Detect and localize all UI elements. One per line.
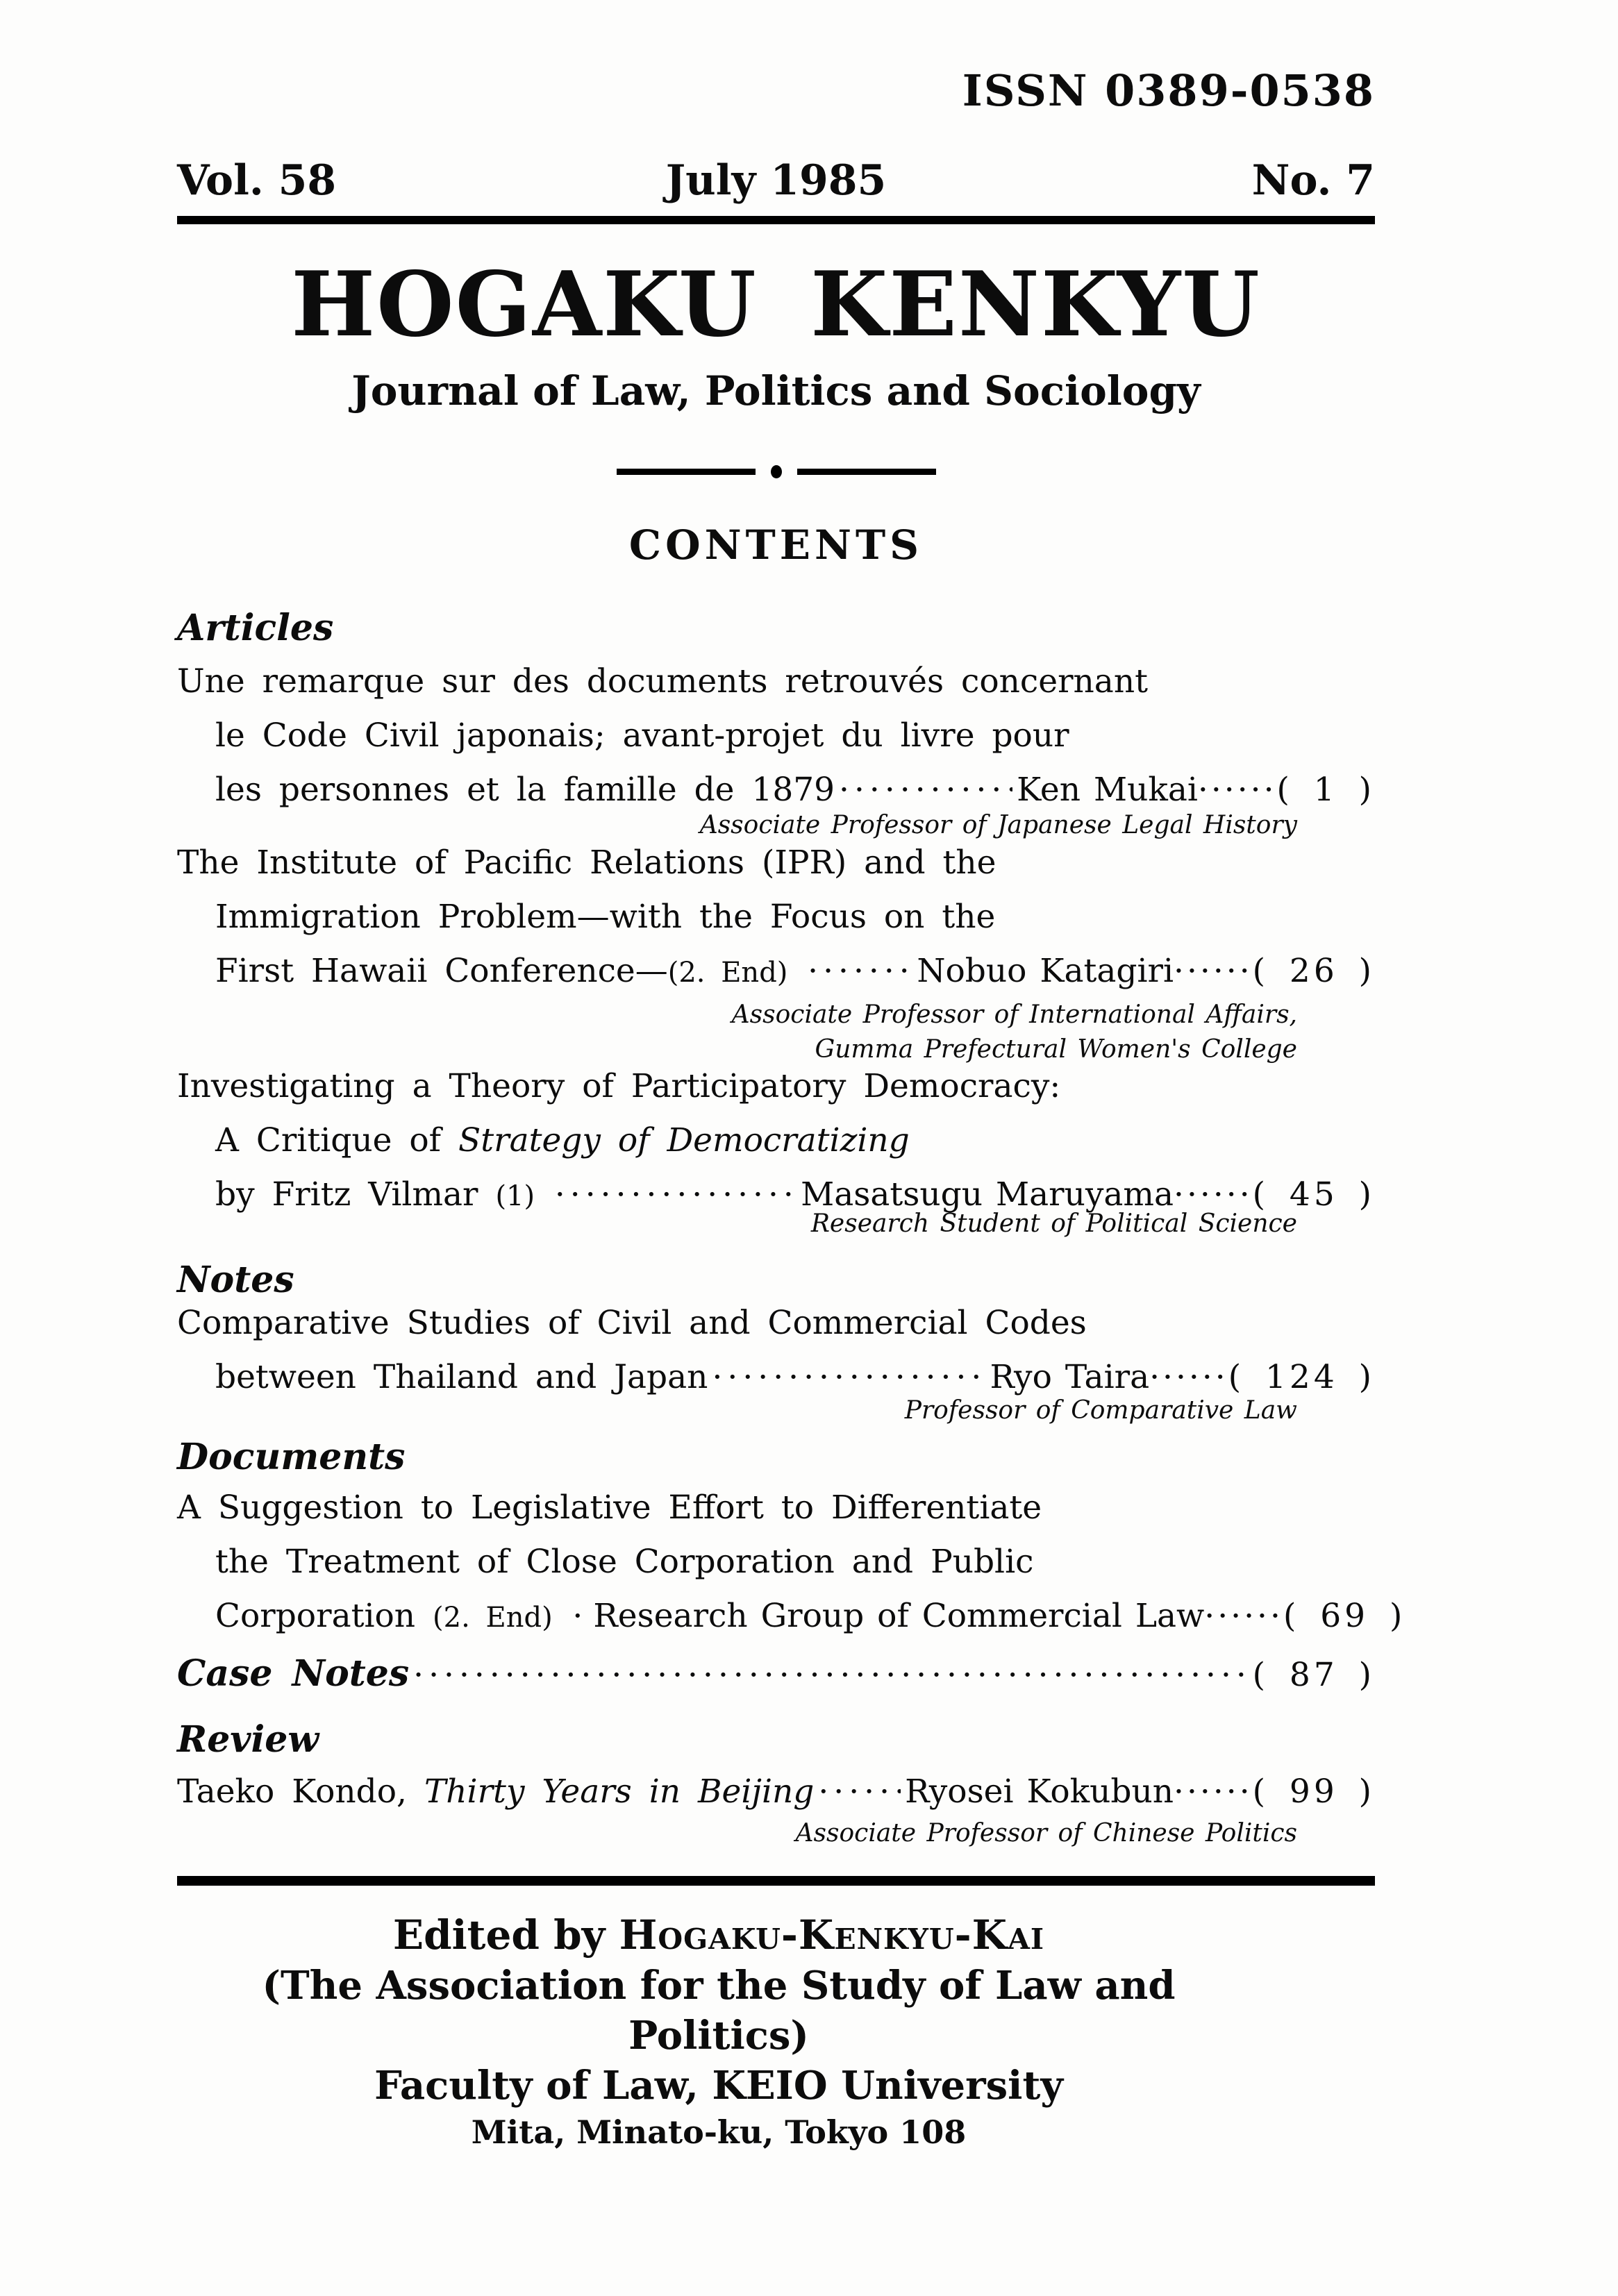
toc-entry-line	[177, 1114, 1375, 1168]
toc-entry-line: A Suggestion to Legislative Effort to Differentiate	[177, 1489, 1042, 1527]
toc-entry-title: First Hawaii Conference—	[215, 952, 668, 990]
toc-entry-affiliation: Gumma Prefectural Women's College	[815, 1035, 1297, 1064]
toc-entry-part-note: (2. End)	[667, 957, 804, 989]
toc-entry-affiliation: Associate Professor of Japanese Legal History	[699, 811, 1297, 839]
toc-entry-page: ( 87 )	[1252, 1656, 1375, 1694]
toc-entry	[177, 1296, 1375, 1428]
journal-title: HOGAKU KENKYU	[291, 253, 1261, 357]
toc-entry-line: le Code Civil japonais; avant-projet du livre pour	[215, 717, 1069, 755]
toc-entry-title-italic: Strategy of Democratizing	[458, 1121, 910, 1159]
toc-entry-affiliation: Professor of Comparative Law	[904, 1396, 1297, 1425]
toc-entry-author: Ryo Taira	[990, 1358, 1150, 1396]
leader-dots	[1174, 944, 1253, 998]
toc-entry	[177, 1059, 1375, 1241]
toc-entry-page: ( 1 )	[1276, 771, 1375, 809]
section-heading-articles: Articles	[177, 607, 334, 649]
section-heading-notes: Notes	[177, 1259, 294, 1301]
toc-entry-author: Nobuo Katagiri	[917, 952, 1174, 990]
contents-heading: CONTENTS	[628, 521, 924, 569]
toc-entry-page: ( 99 )	[1252, 1773, 1375, 1811]
journal-subtitle: Journal of Law, Politics and Sociology	[351, 367, 1201, 414]
toc-entry	[177, 1765, 1375, 1851]
footer-edited-by	[177, 1910, 1260, 1960]
volume-label: Vol. 58	[177, 156, 337, 205]
toc-entry-title: A Critique of	[215, 1121, 459, 1159]
leader-dots	[1174, 1765, 1253, 1819]
issue-number-label: No. 7	[1251, 156, 1375, 205]
toc-entry-line: Une remarque sur des documents retrouvés concernant	[177, 662, 1148, 701]
toc-entry-affiliation: Associate Professor of Chinese Politics	[795, 1819, 1297, 1847]
leader-dots	[1204, 1589, 1283, 1643]
footer-faculty: Faculty of Law, KEIO University	[374, 2063, 1063, 2109]
toc-entry-line: the Treatment of Close Corporation and Public	[215, 1543, 1034, 1581]
toc-entry-affiliation: Associate Professor of International Affairs,	[731, 1000, 1297, 1029]
section-heading-review: Review	[177, 1718, 319, 1761]
toc-entry-title: les personnes et la famille de 1879	[215, 771, 835, 809]
leader-dots	[572, 1589, 589, 1643]
toc-entry-line	[177, 1765, 1375, 1819]
toc-entry-part-note: (2. End)	[433, 1602, 569, 1634]
toc-entry-line: Immigration Problem—with the Focus on the	[215, 898, 996, 936]
toc-entry-line: The Institute of Pacific Relations (IPR) and the	[177, 844, 996, 882]
toc-entry	[177, 655, 1375, 843]
toc-entry-line: Investigating a Theory of Participatory Democracy:	[177, 1067, 1061, 1105]
toc-entry-author: Research Group of Commercial Law	[593, 1597, 1205, 1635]
footer-association: (The Association for the Study of Law and Politics)	[262, 1963, 1176, 2059]
issue-date-label: July 1985	[665, 156, 887, 205]
leader-dots	[808, 944, 912, 998]
leader-dots	[555, 1168, 797, 1222]
leader-dots	[413, 1648, 1249, 1702]
toc-entry-title-italic: Thirty Years in Beijing	[424, 1773, 815, 1811]
toc-entry-line: Comparative Studies of Civil and Commercial Codes	[177, 1304, 1087, 1342]
leader-dots	[818, 1765, 901, 1819]
toc-entry-affiliation: Research Student of Political Science	[810, 1209, 1297, 1238]
section-heading-documents: Documents	[177, 1436, 406, 1478]
toc-entry-line	[177, 944, 1375, 1000]
toc-entry-title: Corporation	[215, 1597, 433, 1635]
toc-entry	[177, 836, 1375, 1067]
toc-entry-title: by Fritz Vilmar	[215, 1175, 496, 1214]
ornamental-divider	[617, 464, 936, 478]
issn-label: ISSN 0389-0538	[962, 65, 1375, 116]
toc-entry-title: Taeko Kondo,	[177, 1773, 424, 1811]
toc-entry-author: Ryosei Kokubun	[905, 1773, 1174, 1811]
table-of-contents	[177, 606, 1406, 1851]
toc-entry-page: ( 26 )	[1252, 952, 1375, 990]
divider-dot	[771, 465, 782, 478]
toc-entry-part-note: (1)	[495, 1180, 551, 1212]
publisher-footer	[177, 1910, 1260, 2154]
toc-entry-case-notes	[177, 1647, 1375, 1702]
toc-entry-page: ( 124 )	[1228, 1358, 1375, 1396]
toc-entry-page: ( 45 )	[1252, 1175, 1375, 1214]
toc-entry-page: ( 69 )	[1283, 1597, 1406, 1635]
footer-publisher-name: Hogaku-Kenkyu-Kai	[619, 1911, 1045, 1959]
toc-entry-line	[177, 1589, 1406, 1645]
section-heading-case-notes: Case Notes	[177, 1652, 410, 1695]
top-rule	[177, 216, 1375, 224]
bottom-rule	[177, 1876, 1375, 1886]
toc-entry-author: Masatsugu Maruyama	[801, 1175, 1174, 1214]
masthead-row	[177, 158, 1375, 203]
divider-line-left	[617, 469, 756, 475]
footer-address: Mita, Minato-ku, Tokyo 108	[471, 2113, 967, 2151]
footer-edited-by-prefix: Edited by	[392, 1911, 619, 1959]
toc-entry	[177, 1481, 1406, 1645]
toc-entry-title: between Thailand and Japan	[215, 1358, 708, 1396]
toc-entry-author: Ken Mukai	[1017, 771, 1198, 809]
divider-line-right	[797, 469, 936, 475]
